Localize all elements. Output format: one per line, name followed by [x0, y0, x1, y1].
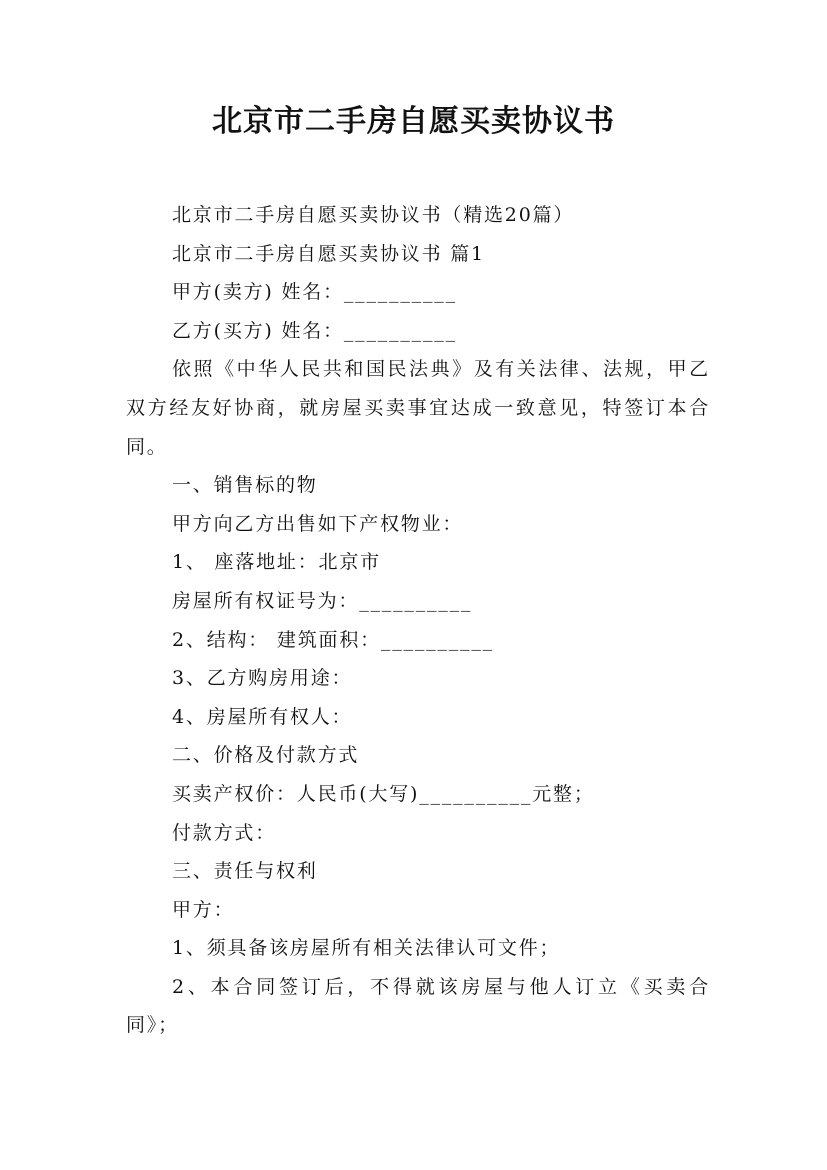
paragraph-section-heading: 北京市二手房自愿买卖协议书 篇1 — [172, 242, 485, 265]
paragraph-duty-1: 1、须具备该房屋所有相关法律认可文件； — [172, 937, 561, 960]
document-body — [126, 196, 710, 1045]
paragraph-heading-responsibility: 三、责任与权利 — [172, 860, 318, 883]
paragraph-structure: 2、结构： 建筑面积：__________ — [172, 628, 494, 651]
paragraph-party-b: 乙方(买方) 姓名：__________ — [172, 319, 457, 342]
paragraph-heading-subject: 一、销售标的物 — [172, 474, 318, 497]
paragraph-usage: 3、乙方购房用途： — [172, 667, 353, 690]
document-title: 北京市二手房自愿买卖协议书 — [212, 104, 615, 139]
paragraph-party-a: 甲方(卖方) 姓名：__________ — [172, 281, 457, 304]
paragraph-certificate: 房屋所有权证号为：__________ — [172, 589, 473, 612]
paragraph-subtitle: 北京市二手房自愿买卖协议书（精选20篇） — [172, 204, 575, 226]
paragraph-preamble: 依照《中华人民共和国民法典》及有关法律、法规，甲乙双方经友好协商，就房屋买卖事宜达成一致意见，特签订本合同。 — [126, 358, 710, 458]
paragraph-heading-price: 二、价格及付款方式 — [172, 744, 360, 767]
paragraph-duty-2: 2、本合同签订后，不得就该房屋与他人订立《买卖合同》； — [126, 975, 710, 1037]
paragraph-owner: 4、房屋所有权人： — [172, 705, 353, 728]
paragraph-price: 买卖产权价：人民币(大写)__________元整； — [172, 782, 595, 805]
paragraph-party-a-label: 甲方： — [172, 898, 235, 921]
paragraph-property-intro: 甲方向乙方出售如下产权物业： — [172, 512, 464, 535]
paragraph-payment-method: 付款方式： — [172, 821, 277, 844]
paragraph-address: 1、 座落地址：北京市 — [172, 551, 381, 574]
